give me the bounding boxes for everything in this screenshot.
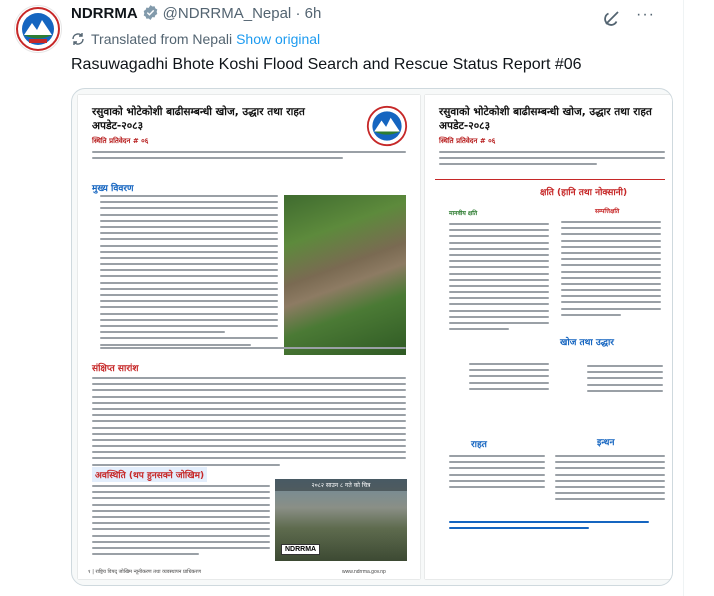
report-logo-icon	[366, 105, 408, 147]
grok-icon[interactable]	[602, 8, 622, 28]
translation-label: Translated from Nepali	[91, 31, 233, 47]
rescue-list-2	[587, 365, 663, 396]
page2-subtitle: स्थिति प्रतिवेदन # ०६	[439, 137, 496, 145]
flood-aerial-photo	[275, 479, 407, 561]
main-details-text	[100, 195, 278, 350]
page2-closing-text	[449, 521, 649, 533]
show-original-link[interactable]: Show original	[236, 31, 321, 47]
more-options-icon[interactable]: ···	[636, 6, 655, 23]
divider	[435, 179, 665, 180]
flood-site-photo	[284, 195, 406, 355]
property-loss-list	[561, 221, 661, 320]
section-damage: क्षति (हानि तथा नोक्सानी)	[540, 188, 628, 198]
rescue-list	[469, 363, 549, 394]
page1-footer: १ | राष्ट्रिय विपद् जोखिम न्यूनीकरण तथा व्यवस्थापन प्राधिकरण	[88, 569, 202, 575]
tweet-media[interactable]	[71, 88, 673, 586]
handle[interactable]: @NDRRMA_Nepal	[162, 5, 292, 22]
verified-badge-icon	[142, 4, 159, 27]
ndrrma-logo-icon	[15, 6, 61, 52]
main-details-text-2	[100, 347, 406, 353]
avatar[interactable]	[14, 5, 62, 53]
photo-caption: २०८२ साउन ८ गते को चित्र	[275, 479, 407, 491]
section-summary: संक्षिप्त सारांश	[92, 364, 139, 374]
page1-title: रसुवाको भोटेकोशी बाढीसम्बन्धी खोज, उद्धार तथा राहत अपडेट-२०८३	[92, 106, 305, 132]
section-fuel: इन्धन	[597, 438, 615, 448]
alert-text	[92, 485, 270, 559]
tweet-text: Rasuwagadhi Bhote Koshi Flood Search and Rescue Status Report #06	[71, 56, 582, 73]
separator: ·	[295, 5, 301, 22]
timestamp[interactable]: 6h	[304, 5, 322, 22]
section-search-rescue: खोज तथा उद्धार	[560, 338, 614, 348]
report-page-1[interactable]	[78, 95, 420, 579]
summary-text	[92, 377, 406, 470]
translate-icon	[71, 31, 91, 47]
page1-subtitle: स्थिति प्रतिवेदन # ०६	[92, 137, 149, 145]
human-loss-list	[449, 223, 549, 334]
section-relief: राहत	[471, 440, 487, 450]
section-alert: अवस्थिति (थप हुनसक्ने जोखिम)	[92, 467, 207, 482]
timeline-divider	[683, 0, 684, 596]
relief-list	[449, 455, 545, 492]
display-name[interactable]: NDRRMA	[71, 5, 138, 22]
page1-footer-url: www.ndrrma.gov.np	[342, 569, 386, 575]
translation-bar	[71, 31, 320, 47]
property-loss-label: सम्पत्तिक्षति	[595, 208, 620, 215]
report-page-2[interactable]	[425, 95, 673, 579]
fuel-list	[555, 455, 665, 505]
page2-intro-text	[439, 151, 665, 170]
intro-text	[92, 151, 406, 163]
human-loss-label: मानवीय क्षति	[449, 210, 478, 217]
tweet-header	[71, 4, 321, 27]
section-main-details: मुख्य विवरण	[92, 184, 134, 194]
page2-title: रसुवाको भोटेकोशी बाढीसम्बन्धी खोज, उद्धार तथा राहत अपडेट-२०८३	[439, 106, 652, 132]
ndrrma-watermark: NDRRMA	[281, 544, 320, 555]
